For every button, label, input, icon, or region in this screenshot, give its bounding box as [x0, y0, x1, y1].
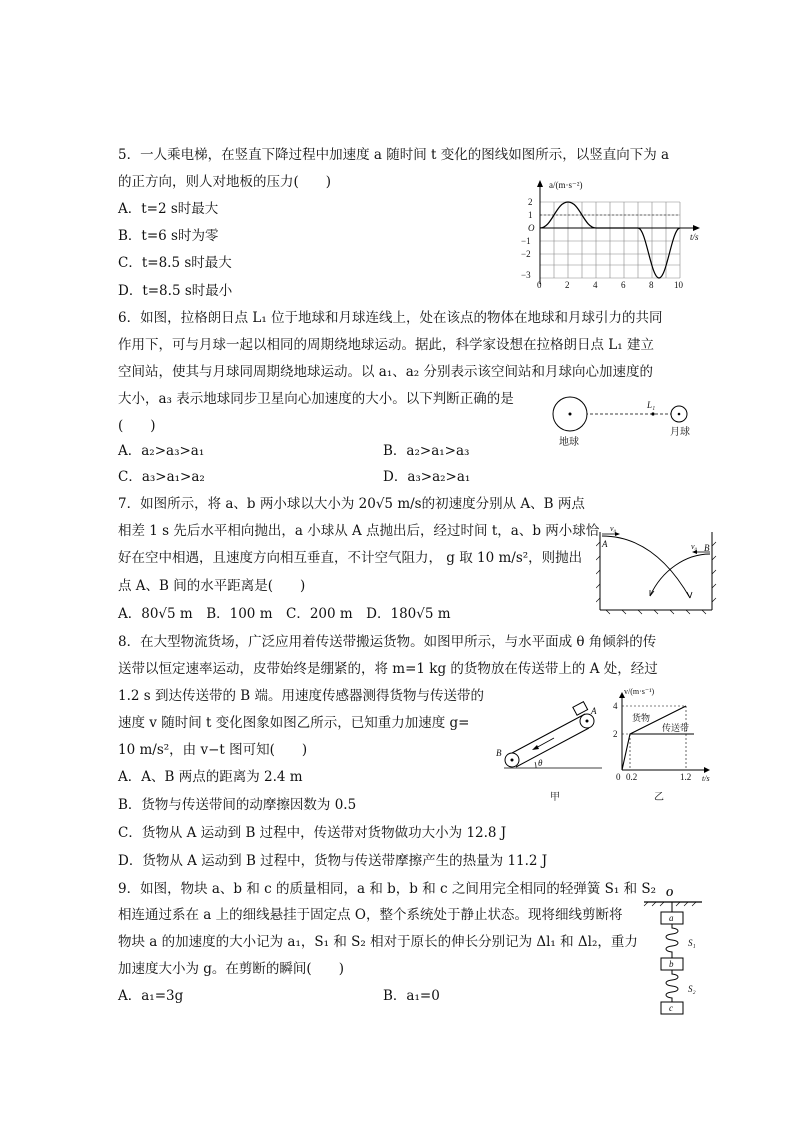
q6-line4: 大小，a₃ 表示地球同步卫星向心加速度的大小。以下判断正确的是 [118, 391, 514, 407]
ytick-4: 4 [613, 701, 618, 711]
l1-point [651, 412, 654, 415]
cargo-label: 货物 [632, 713, 651, 723]
q6-line2: 作用下，可与月球一起以相同的周期绕地球运动。据此，科学家设想在拉格朗日点 L₁ 建立 [118, 337, 654, 353]
ytick-m2: −2 [521, 249, 531, 259]
q9-line1: 9．如图，物块 a、b 和 c 的质量相同，a 和 b，b 和 c 之间用完全相同的轻弹簧 S₁ 和 S₂ [118, 881, 657, 897]
ylabel: a/(m·s⁻²) [549, 180, 583, 190]
q7-line3: 好在空中相遇，且速度方向相互垂直，不计空气阻力， g 取 10 m/s²，则抛出 [118, 550, 583, 566]
spring-s2 [666, 970, 678, 1002]
q8-line2: 送带以恒定速率运动，皮带始终是绷紧的，将 m=1 kg 的货物放在传送带上的 A 处，经过 [118, 661, 658, 677]
q5-option-c: C．t=8.5 s时最大 [118, 255, 232, 271]
q8-line4: 速度 v 随时间 t 变化图象如图乙所示，已知重力加速度 g= [118, 715, 470, 731]
q7-options: A．80√5 m B．100 m C．200 m D．180√5 m [118, 606, 451, 622]
q8-option-c: C．货物从 A 运动到 B 过程中，传送带对货物做功大小为 12.8 J [118, 825, 507, 841]
point-b: B [704, 543, 710, 553]
q5-at-graph [512, 174, 708, 292]
q6-earth-moon-figure [542, 388, 706, 452]
s1-label: S₁ [688, 938, 696, 948]
q5-option-d: D．t=8.5 s时最小 [118, 283, 233, 299]
q9-line3: 物块 a 的加速度的大小记为 a₁，S₁ 和 S₂ 相对于原长的伸长分别记为 Δl₁ 和 Δl₂，重力 [118, 934, 638, 950]
ytick-2: 2 [528, 197, 533, 207]
v0-a: v₀ [610, 524, 617, 533]
moon-label: 月球 [670, 427, 690, 438]
q9-line2: 相连通过系在 a 上的细线悬挂于固定点 O，整个系统处于静止状态。现将细线剪断将 [118, 907, 623, 923]
point-b: B [496, 748, 502, 758]
q8-option-b: B．货物与传送带间的动摩擦因数为 0.5 [118, 797, 357, 813]
label-yi: 乙 [654, 792, 664, 803]
q8-line1: 8．在大型物流货场，广泛应用着传送带搬运货物。如图甲所示，与水平面成 θ 角倾斜的传 [118, 634, 657, 650]
earth-label: 地球 [559, 437, 579, 448]
cargo-box [573, 702, 588, 716]
q6-option-a: A．a₂>a₃>a₁ [118, 443, 205, 459]
q8-option-d: D．货物从 A 运动到 B 过程中，货物与传送带摩擦产生的热量为 11.2 J [118, 853, 548, 869]
q6-line3: 空间站，使其与月球同周期绕地球运动。以 a₁、a₂ 分别表示该空间站和月球向心加速度的 [118, 364, 654, 380]
xtick-02: 0.2 [626, 772, 638, 782]
label-jia: 甲 [550, 792, 560, 803]
q9-option-b: B．a₁=0 [383, 988, 440, 1004]
spring-s1 [666, 924, 678, 958]
ytick-2: 2 [613, 729, 618, 739]
s2-label: S₂ [688, 984, 696, 994]
block-b-label: b [669, 959, 674, 969]
xtick-0: 0 [537, 280, 542, 290]
xtick-4: 4 [593, 280, 598, 290]
xlabel: t/s [690, 232, 699, 242]
q5-option-a: A．t=2 s时最大 [118, 201, 219, 217]
xtick-12: 1.2 [680, 772, 692, 782]
xtick-0: 0 [616, 772, 621, 782]
block-c-label: c [669, 1003, 673, 1013]
v0-b: v₀ [691, 542, 698, 551]
q6-option-d: D．a₃>a₂>a₁ [383, 469, 471, 485]
point-a: A [602, 539, 608, 549]
q6-option-b: B．a₂>a₁>a₃ [383, 443, 470, 459]
xtick-8: 8 [649, 280, 654, 290]
theta: θ [538, 758, 543, 768]
q6-line1: 6．如图，拉格朗日点 L₁ 位于地球和月球连线上，处在该点的物体在地球和月球引力的共同 [118, 310, 663, 326]
point-o: O [666, 888, 674, 899]
q6-option-c: C．a₃>a₁>a₂ [118, 469, 205, 485]
q5-line1: 5．一人乘电梯，在竖直下降过程中加速度 a 随时间 t 变化的图线如图所示，以竖直向下为 a [118, 147, 670, 163]
q7-projectile-figure [596, 522, 720, 616]
q9-spring-figure [640, 886, 706, 1018]
q7-line1: 7．如图所示，将 a、b 两小球以大小为 20√5 m/s的初速度分别从 A、B 两点 [118, 496, 585, 512]
ytick-m3: −3 [521, 270, 531, 280]
q9-line4: 加速度大小为 g。在剪断的瞬间( ) [118, 961, 344, 977]
q8-conveyor-figure [494, 700, 606, 804]
xlabel: t/s [702, 774, 710, 783]
xtick-6: 6 [621, 280, 626, 290]
ball-a-path [602, 536, 690, 598]
xtick-10: 10 [674, 280, 683, 290]
ball-b-path [650, 554, 710, 596]
q5-line2: 的正方向，则人对地板的压力( ) [118, 174, 332, 190]
q7-line2: 相差 1 s 先后水平相向抛出，a 小球从 A 点抛出后，经过时间 t，a、b 两小球恰 [118, 523, 600, 539]
q8-line3: 1.2 s 到达传送带的 B 端。用速度传感器测得货物与传送带的 [118, 688, 484, 704]
point-a: A [591, 706, 597, 716]
l1-label: L₁ [647, 400, 656, 410]
q9-option-a: A．a₁=3g [118, 988, 184, 1004]
xtick-2: 2 [565, 280, 570, 290]
belt-label: 传送带 [662, 723, 690, 733]
q5-option-b: B．t=6 s时为零 [118, 228, 219, 244]
ytick-origin: O [528, 223, 535, 233]
q8-vt-graph [606, 686, 718, 804]
q8-line5: 10 m/s²，由 v−t 图可知( ) [118, 742, 308, 758]
block-a-label: a [669, 913, 674, 923]
q6-line5: ( ) [118, 418, 156, 434]
q7-line4: 点 A、B 间的水平距离是( ) [118, 578, 306, 594]
q8-option-a: A．A、B 两点的距离为 2.4 m [118, 769, 303, 785]
ytick-m1: −1 [521, 236, 531, 246]
ytick-1: 1 [528, 210, 533, 220]
ylabel: v/(m·s⁻¹) [624, 687, 655, 696]
